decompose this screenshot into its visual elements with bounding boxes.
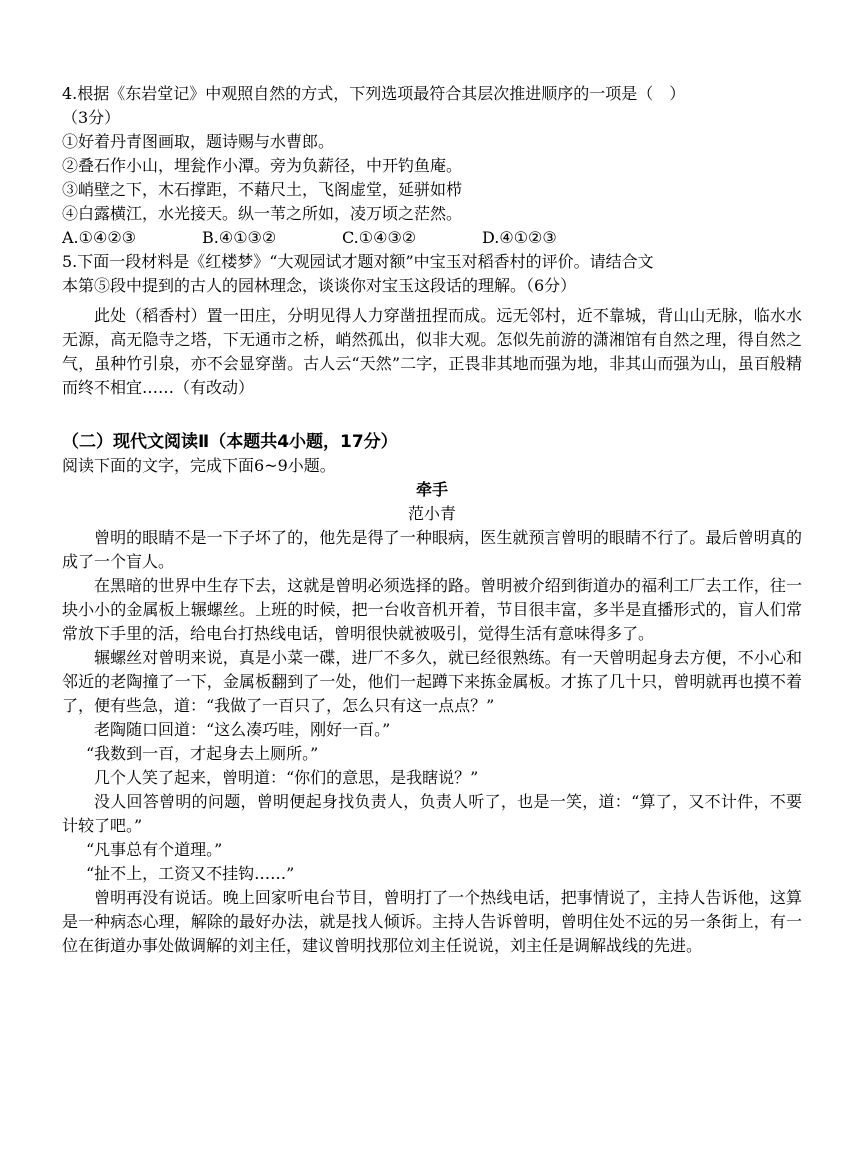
- question-4-options: [62, 226, 802, 250]
- option-c: C.①④③②: [342, 228, 417, 247]
- question-4-score: （3分）: [62, 108, 121, 127]
- option-d: D.④①②③: [482, 228, 557, 247]
- article-paragraph-4: 老陶随口回道：“这么凑巧哇，刚好一百。”: [94, 720, 391, 739]
- article-author: 范小青: [407, 504, 456, 523]
- article-title: 牵手: [415, 480, 448, 499]
- question-5-material: 此处（稻香村）置一田庄，分明见得人力穿凿扭捏而成。远无邻村，近不靠城，背山山无脉，临水水无源，高无隐寺之塔，下无通市之桥，峭然孤出，似非大观。怎似先前游的潇湘馆有自然之理，得自然之气，虽种竹引泉，亦不会显穿凿。古人云“天然”二字，正畏非其地而强为地，非其山而强为山，虽百般精而终不相宜……（有改动）: [62, 306, 802, 397]
- article-paragraph-2: 在黑暗的世界中生存下去，这就是曾明必须选择的路。曾明被介绍到街道办的福利工厂去工作，往一块小小的金属板上辗螺丝。上班的时候，把一台收音机开着，节目很丰富，多半是直播形式的，盲人们常常放下手里的活，给电台打热线电话，曾明很快就被吸引，觉得生活有意味得多了。: [62, 576, 802, 643]
- article-paragraph-3: 辗螺丝对曾明来说，真是小菜一碟，进厂不多久，就已经很熟练。有一天曾明起身去方便，不小心和邻近的老陶撞了一下，金属板翻到了一处，他们一起蹲下来拣金属板。才拣了几十只，曾明就再也摸不着了，便有些急，道：“我做了一百只了，怎么只有这一点点？”: [62, 648, 802, 715]
- question-5-stem-line-1: 5.下面一段材料是《红楼梦》“大观园试才题对额”中宝玉对稻香村的评价。请结合文: [62, 252, 654, 271]
- option-a: A.①④②③: [62, 228, 137, 247]
- question-5-stem-line-2: 本第⑤段中提到的古人的园林理念，谈谈你对宝玉这段话的理解。（6分）: [62, 276, 577, 295]
- article-paragraph-10: 曾明再没有说话。晚上回家听电台节目，曾明打了一个热线电话，把事情说了，主持人告诉他，这算是一种病态心理，解除的最好办法，就是找人倾诉。主持人告诉曾明，曾明住处不远的另一条街上，有一位在街道办事处做调解的刘主任，建议曾明找那位刘主任说说，刘主任是调解战线的先进。: [62, 888, 802, 955]
- question-4-item-3: ③峭壁之下，木石撑距，不藉尺土，飞阁虚堂，延骈如栉: [62, 180, 463, 199]
- section-heading: （二）现代文阅读Ⅱ（本题共4小题，17分）: [62, 432, 398, 452]
- article-paragraph-1: 曾明的眼睛不是一下子坏了的，他先是得了一种眼病，医生就预言曾明的眼睛不行了。最后曾明真的成了一个盲人。: [62, 528, 802, 571]
- document-page: [62, 82, 802, 958]
- question-4-item-1: ①好着丹青图画取，题诗赐与水曹郎。: [62, 132, 335, 151]
- article-paragraph-7: 没人回答曾明的问题，曾明便起身找负责人，负责人听了，也是一笑，道：“算了，又不计件，不要计较了吧。”: [62, 792, 802, 835]
- question-4-stem: 4.根据《东岩堂记》中观照自然的方式，下列选项最符合其层次推进顺序的一项是（ ）: [62, 84, 686, 103]
- question-4-item-4: ④白露横江，水光接天。纵一苇之所如，凌万顷之茫然。: [62, 204, 463, 223]
- option-b: B.④①③②: [202, 228, 277, 247]
- article-paragraph-9: “扯不上，工资又不挂钩……”: [86, 864, 295, 883]
- section-instruction: 阅读下面的文字，完成下面6~9小题。: [62, 456, 336, 475]
- article-paragraph-8: “凡事总有个道理。”: [86, 840, 223, 859]
- article-paragraph-6: 几个人笑了起来，曾明道：“你们的意思，是我瞎说？”: [94, 768, 479, 787]
- article-paragraph-5: “我数到一百，才起身去上厕所。”: [86, 744, 319, 763]
- question-4-item-2: ②叠石作小山，埋瓮作小潭。旁为负薪径，中开钓鱼庵。: [62, 156, 463, 175]
